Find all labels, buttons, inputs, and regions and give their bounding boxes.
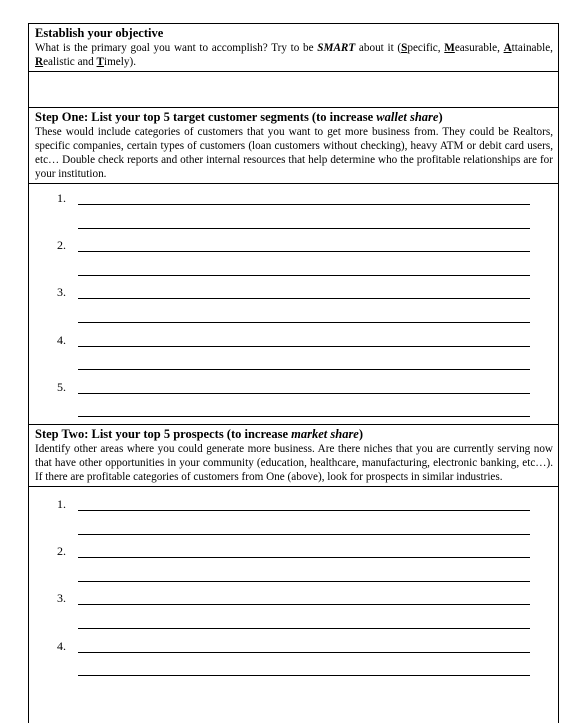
smart-word-rest: ttainable, [511, 42, 553, 54]
objective-section [29, 24, 558, 72]
item-number: 5. [57, 379, 66, 394]
answer-row[interactable] [29, 494, 558, 518]
answer-line[interactable] [78, 675, 530, 676]
smart-word-rest: ealistic and [43, 56, 97, 68]
answer-row-continued[interactable] [29, 259, 558, 283]
answer-row-continued[interactable] [29, 612, 558, 636]
answer-row[interactable] [29, 541, 558, 565]
step-one-title-italic: wallet share [376, 110, 439, 124]
step-two-title [35, 426, 553, 442]
answer-line[interactable] [78, 275, 530, 276]
objective-title: Establish your objective [35, 26, 164, 40]
item-number: 4. [57, 638, 66, 653]
step-one-section [29, 108, 558, 184]
answer-row[interactable] [29, 588, 558, 612]
answer-row-continued[interactable] [29, 400, 558, 424]
smart-word-rest: pecific, [407, 42, 445, 54]
item-number: 2. [57, 544, 66, 559]
answer-line[interactable] [78, 228, 530, 229]
smart-word-rest: easurable, [454, 42, 504, 54]
answer-row[interactable] [29, 188, 558, 212]
answer-line[interactable] [78, 346, 530, 347]
step-two-title-text: ) [358, 427, 364, 441]
objective-desc-text: What is the primary goal you want to accomplish? Try to be [35, 42, 318, 54]
answer-row-continued[interactable] [29, 212, 558, 236]
answer-row-continued[interactable] [29, 353, 558, 377]
answer-line[interactable] [78, 251, 530, 252]
answer-row[interactable] [29, 636, 558, 660]
answer-line[interactable] [78, 557, 530, 558]
step-two-description: Identify other areas where you could generate more business. Are there niches that you are currently serving now that have other opportunities in your community (education, healthcare, manufacturing, electronic banking, etc…). If there are profitable categories of customers from One (above), look for prospects in similar industries. [35, 443, 553, 483]
answer-line[interactable] [78, 510, 530, 511]
step-two-title-italic: market share [291, 427, 359, 441]
answer-line[interactable] [78, 581, 530, 582]
step-one-description: These would include categories of customers that you want to get more business from. They could be Realtors, specific companies, certain types of customers (loan customers without checking), heavy ATM or debit card users, etc… Double check reports and other internal resources that help determine who the profitable relationships are for your institution. [35, 126, 553, 180]
step-one-title-text: ) [438, 110, 443, 124]
answer-line[interactable] [78, 393, 530, 394]
answer-line[interactable] [78, 322, 530, 323]
answer-line[interactable] [78, 298, 530, 299]
answer-line[interactable] [78, 416, 530, 417]
step-two-section [29, 425, 558, 487]
smart-word-rest: imely). [104, 56, 137, 68]
step-one-answers [29, 184, 558, 425]
smart-letter-a: A [503, 42, 512, 54]
answer-line[interactable] [78, 652, 530, 653]
worksheet [28, 23, 559, 723]
step-one-title-text: Step One: List your top 5 target customer segments (to increase [35, 110, 377, 124]
answer-row[interactable] [29, 235, 558, 259]
answer-line[interactable] [78, 369, 530, 370]
objective-answer-field[interactable] [29, 72, 558, 108]
objective-description [35, 41, 553, 69]
smart-letter-t: T [96, 56, 104, 68]
item-number: 3. [57, 591, 66, 606]
smart-letter-r: R [35, 56, 44, 68]
smart-term: SMART [317, 42, 356, 54]
step-two-answers [29, 487, 558, 683]
answer-line[interactable] [78, 628, 530, 629]
objective-desc-text: about it ( [355, 42, 402, 54]
step-two-title-text: Step Two: List your top 5 prospects (to increase [35, 427, 292, 441]
answer-row-continued[interactable] [29, 565, 558, 589]
answer-line[interactable] [78, 204, 530, 205]
smart-letter-s: S [401, 42, 408, 54]
smart-letter-m: M [444, 42, 455, 54]
answer-line[interactable] [78, 534, 530, 535]
item-number: 2. [57, 238, 66, 253]
answer-line[interactable] [78, 604, 530, 605]
item-number: 3. [57, 285, 66, 300]
step-one-title [35, 109, 553, 125]
answer-row-continued[interactable] [29, 659, 558, 683]
answer-row[interactable] [29, 330, 558, 354]
item-number: 1. [57, 497, 66, 511]
item-number: 4. [57, 332, 66, 347]
answer-row[interactable] [29, 282, 558, 306]
answer-row-continued[interactable] [29, 518, 558, 542]
item-number: 1. [57, 191, 66, 205]
answer-row[interactable] [29, 377, 558, 401]
answer-row-continued[interactable] [29, 306, 558, 330]
